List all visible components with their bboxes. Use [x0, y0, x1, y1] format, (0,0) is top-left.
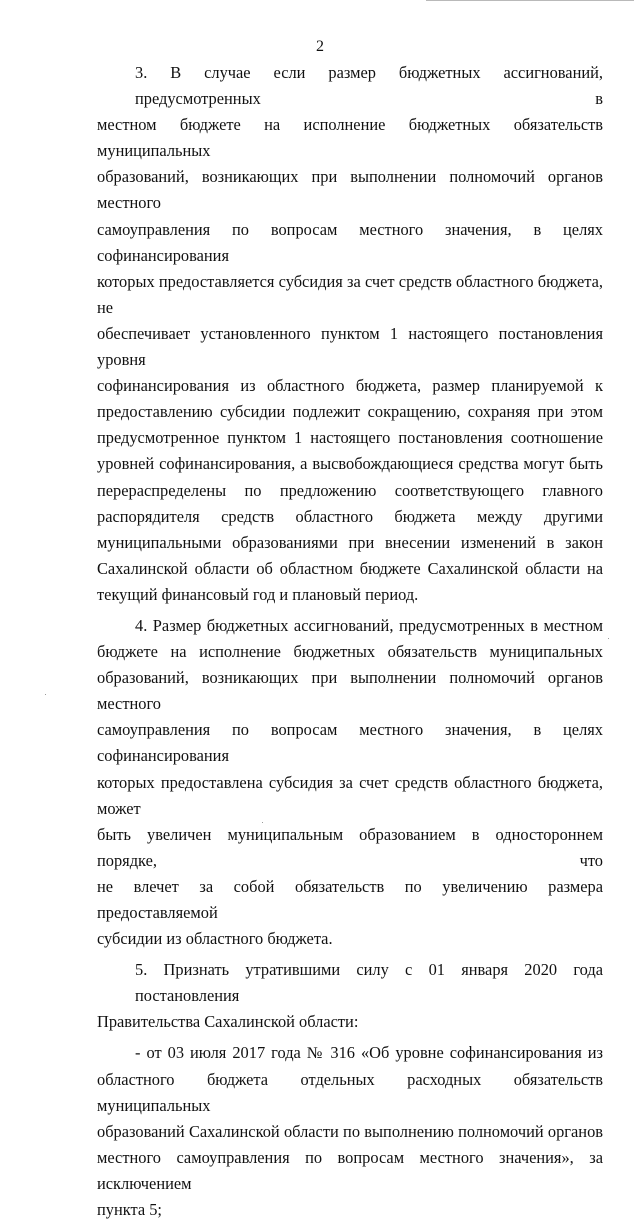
text-line: текущий финансовый год и плановый период.: [97, 584, 419, 604]
text-line: предоставлению субсидии подлежит сокращению, сохраняя при этом: [97, 402, 603, 422]
text-line: не влечет за собой обязательств по увеличению размера предоставляемой: [97, 876, 603, 922]
scan-speck: [608, 638, 609, 639]
text-line: - от 03 июля 2017 года № 316 «Об уровне софинансирования из: [135, 1043, 603, 1063]
text-line: которых предоставлена субсидия за счет средств областного бюджета, может: [97, 772, 603, 818]
text-line: Сахалинской области об областном бюджете Сахалинской области на: [97, 558, 603, 578]
text-line: самоуправления по вопросам местного значения, в целях софинансирования: [97, 219, 603, 265]
text-line: местного самоуправления по вопросам местного значения», за исключением: [97, 1147, 603, 1193]
text-line: образований, возникающих при выполнении полномочий органов местного: [97, 167, 603, 213]
paragraph-5: [97, 957, 603, 1035]
paragraph-5-item: [97, 1040, 603, 1223]
text-line: 5. Признать утратившими силу с 01 января 2020 года постановления: [135, 960, 603, 1006]
page-number: 2: [316, 38, 324, 55]
text-line: обеспечивает установленного пунктом 1 настоящего постановления уровня: [97, 323, 603, 370]
text-line: Правительства Сахалинской области:: [97, 1012, 359, 1032]
text-line: образований, возникающих при выполнении полномочий органов местного: [97, 668, 603, 714]
text-line: распорядителя средств областного бюджета между другими: [97, 506, 603, 526]
paragraph-3: [97, 60, 603, 608]
text-line: софинансирования из областного бюджета, размер планируемой к: [97, 376, 603, 396]
text-line: субсидии из областного бюджета.: [97, 929, 333, 949]
paragraph-4: [97, 613, 603, 952]
text-line: которых предоставляется субсидия за счет средств областного бюджета, не: [97, 271, 603, 317]
text-line: самоуправления по вопросам местного значения, в целях софинансирования: [97, 720, 603, 766]
text-line: 3. В случае если размер бюджетных ассигнований, предусмотренных в: [135, 63, 603, 109]
text-line: областного бюджета отдельных расходных обязательств муниципальных: [97, 1069, 603, 1115]
scan-speck: [45, 694, 46, 695]
text-line: образований Сахалинской области по выполнению полномочий органов: [97, 1121, 603, 1141]
text-line: быть увеличен муниципальным образованием в одностороннем порядке, что: [97, 824, 603, 870]
scan-edge-line: [426, 0, 634, 1]
document-body: [97, 60, 603, 1223]
text-line: пункта 5;: [97, 1200, 162, 1220]
text-line: муниципальными образованиями при внесении изменений в закон: [97, 532, 603, 552]
scan-speck: [262, 822, 263, 823]
text-line: предусмотренное пунктом 1 настоящего постановления соотношение: [97, 428, 603, 448]
text-line: бюджете на исполнение бюджетных обязательств муниципальных: [97, 642, 603, 662]
text-line: 4. Размер бюджетных ассигнований, предусмотренных в местном: [135, 615, 603, 635]
text-line: уровней софинансирования, а высвобождающиеся средства могут быть: [97, 454, 603, 474]
text-line: местном бюджете на исполнение бюджетных обязательств муниципальных: [97, 115, 603, 161]
text-line: перераспределены по предложению соответствующего главного: [97, 480, 603, 500]
